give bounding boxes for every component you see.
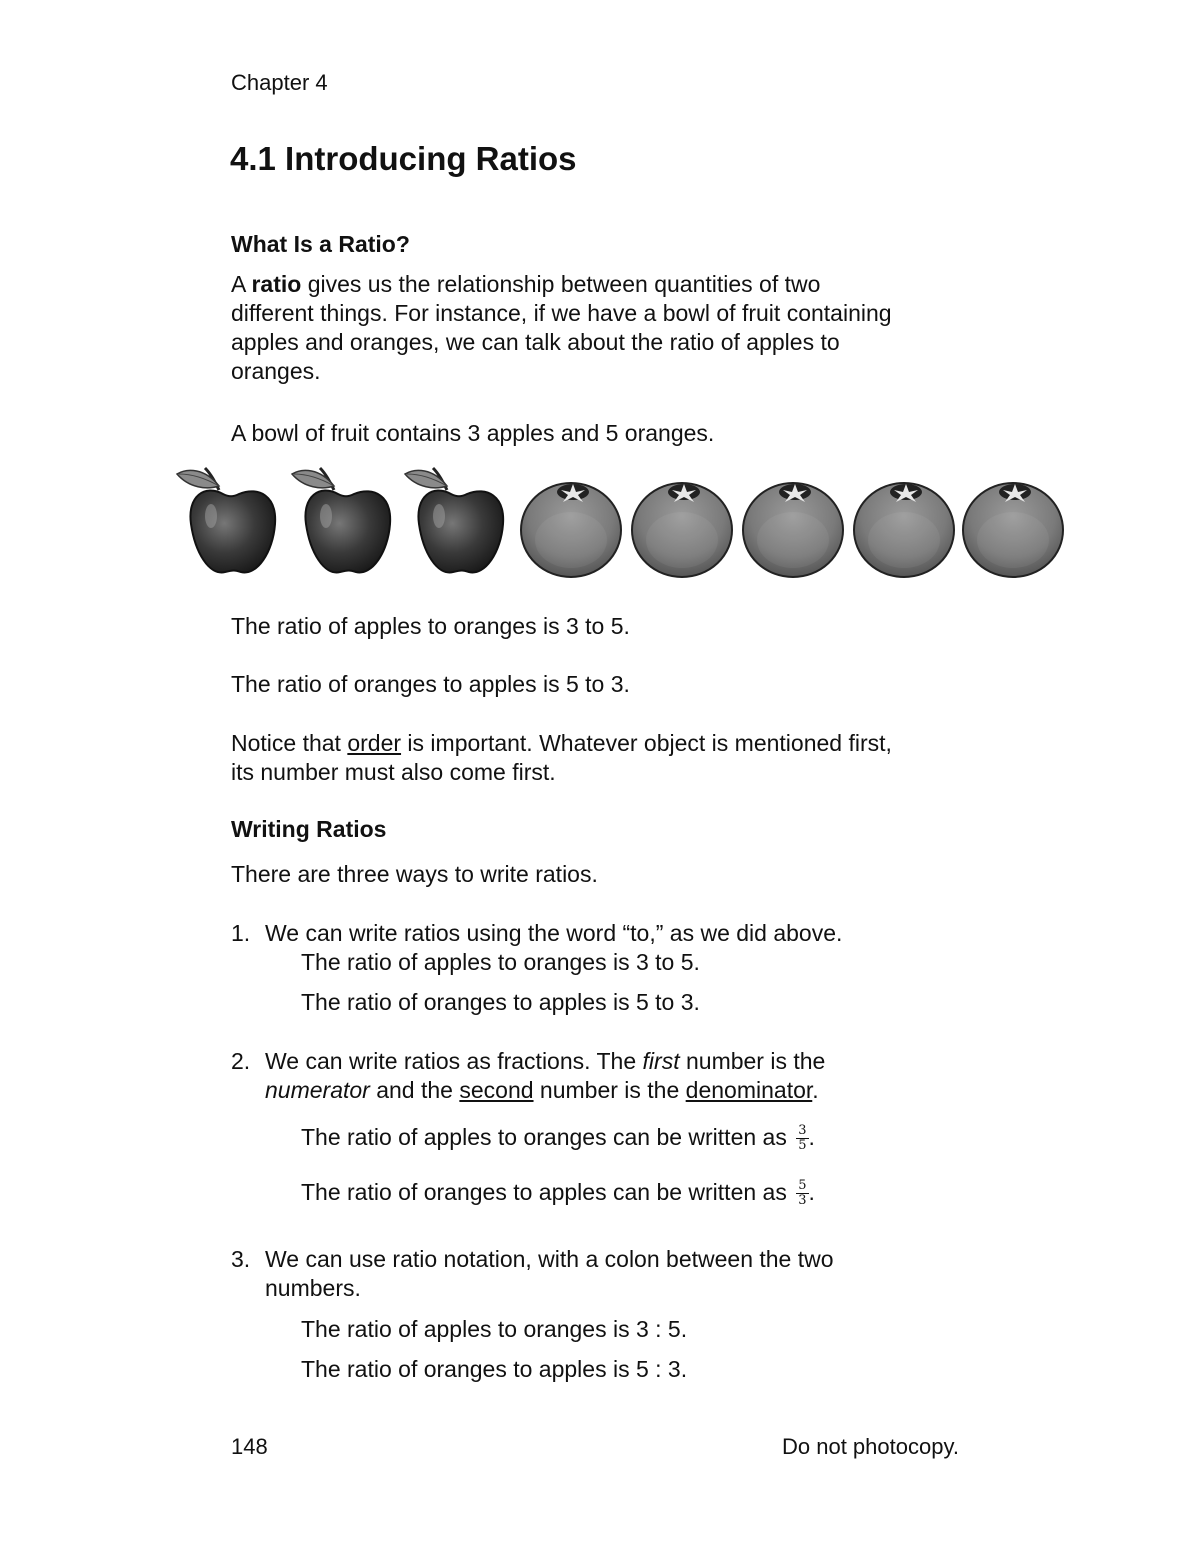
apple-icon [292,468,390,572]
example-2a: The ratio of apples to oranges can be written as $\frac{3}{5}$ . [301,1123,815,1154]
list-item-1: 1. We can write ratios using the word “to,” as we did above. [231,920,843,946]
example-1b: The ratio of oranges to apples is 5 to 3. [301,989,700,1015]
ratio-definition-paragraph: A ratio gives us the relationship between quantities of two different things. For instance, if we have a bowl of fruit containing apples and oranges, we can talk about the ratio of apples to oranges. [231,271,892,384]
orange-icon [521,483,621,577]
list-number: 2. [231,1048,251,1074]
section-heading-writing-ratios: Writing Ratios [231,816,387,842]
list-item-2: 2. We can write ratios as fractions. The first number is the [231,1048,826,1074]
list-number: 1. [231,920,251,946]
example-3b: The ratio of oranges to apples is 5 : 3. [301,1356,688,1382]
fraction-3-5: $\frac{3}{5}$ [798,1123,807,1154]
list-number: 3. [231,1246,251,1272]
list-item-2-line2: numerator and the second number is the denominator. [265,1077,819,1103]
apple-icon [177,468,275,572]
page-number: 148 [231,1434,268,1459]
list-item-3: 3. We can use ratio notation, with a colon between the two [231,1246,834,1272]
fruit-illustration [175,462,1075,580]
order-notice-line2: its number must also come first. [231,759,556,785]
copyright-notice: Do not photocopy. [782,1434,959,1459]
bowl-sentence: A bowl of fruit contains 3 apples and 5 oranges. [231,420,715,446]
ratio-apples-oranges: The ratio of apples to oranges is 3 to 5. [231,613,630,639]
orange-icon [743,483,843,577]
order-term: order [347,730,402,756]
orange-icon [854,483,954,577]
section-heading-what-is-ratio: What Is a Ratio? [231,231,410,257]
ratio-oranges-apples: The ratio of oranges to apples is 5 to 3. [231,671,630,697]
orange-icon [963,483,1063,577]
orange-icon [632,483,732,577]
chapter-label: Chapter 4 [231,70,328,95]
ratio-term: ratio [251,271,302,297]
example-1a: The ratio of apples to oranges is 3 to 5. [301,949,700,975]
fraction-5-3: $\frac{5}{3}$ [798,1178,807,1209]
example-2b: The ratio of oranges to apples can be written as $\frac{5}{3}$ . [301,1178,815,1209]
page-title: 4.1 Introducing Ratios [230,140,577,177]
order-notice-line1: Notice that order is important. Whatever object is mentioned first, [231,730,892,756]
apple-icon [405,468,503,572]
writing-ratios-intro: There are three ways to write ratios. [231,861,598,887]
example-3a: The ratio of apples to oranges is 3 : 5. [301,1316,688,1342]
list-item-3-line2: numbers. [265,1275,361,1301]
